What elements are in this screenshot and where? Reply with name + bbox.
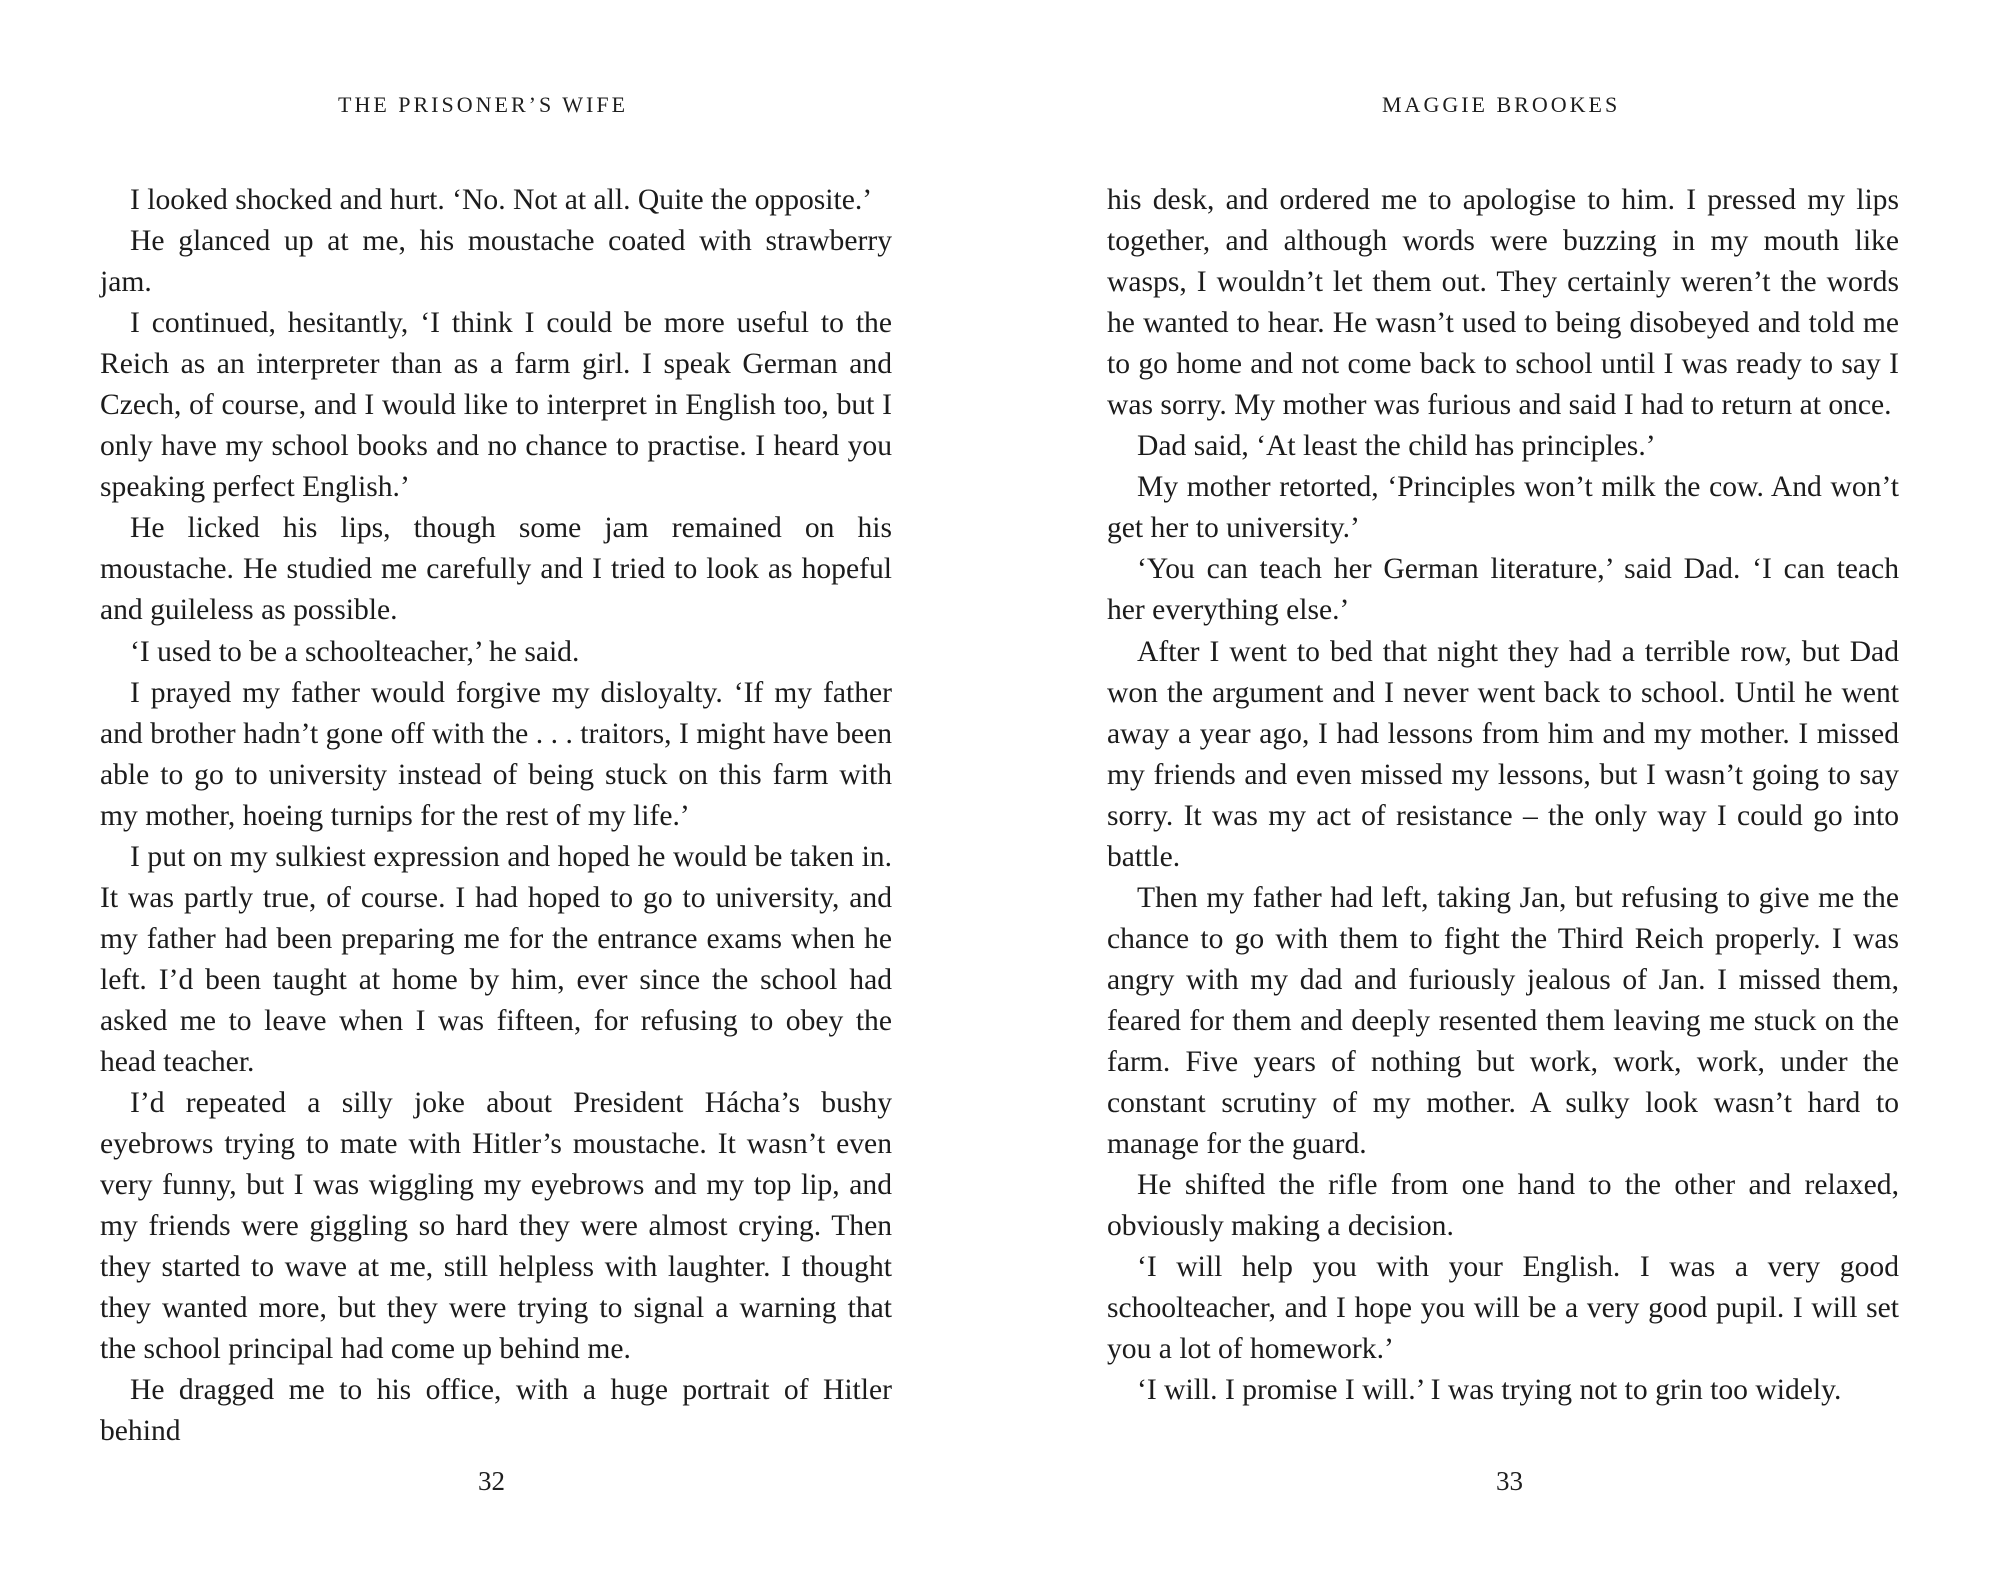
paragraph: I prayed my father would forgive my disloyalty. ‘If my father and brother hadn’t gone off with the . . . traitors, I might have been able to go to university instead of being stuck on this farm with my mother, hoeing turnips for the rest of my life.’ (100, 676, 892, 832)
paragraph: He shifted the rifle from one hand to the other and relaxed, obviously making a decision. (1107, 1169, 1899, 1243)
paragraph: He dragged me to his office, with a huge portrait of Hitler behind (100, 1374, 892, 1448)
paragraph: I’d repeated a silly joke about President Hácha’s bushy eyebrows trying to mate with Hitler’s moustache. It wasn’t even very funny, but I was wiggling my eyebrows and my top lip, and my friends were giggling so hard they were almost crying. Then they started to wave at me, still helpless with laughter. I thought they wanted more, but they were trying to signal a warning that the school principal had come up behind me. (100, 1087, 892, 1366)
paragraph: I looked shocked and hurt. ‘No. Not at all. Quite the opposite.’ (130, 184, 873, 216)
running-head-author: MAGGIE BROOKES (1382, 92, 1621, 117)
paragraph: My mother retorted, ‘Principles won’t milk the cow. And won’t get her to university.’ (1107, 471, 1899, 545)
paragraph: I continued, hesitantly, ‘I think I could be more useful to the Reich as an interpreter than as a farm girl. I speak German and Czech, of course, and I would like to interpret in English too, but I only have my school books and no chance to practise. I heard you speaking perfect English.’ (100, 307, 892, 504)
paragraph: ‘I used to be a schoolteacher,’ he said. (130, 635, 580, 668)
right-page (1000, 0, 2000, 1594)
body-text (1107, 180, 1899, 1411)
paragraph: After I went to bed that night they had a terrible row, but Dad won the argument and I never went back to school. Until he went away a year ago, I had lessons from him and my mother. I missed my friends and even missed my lessons, but I wasn’t going to say sorry. It was my act of resistance – the only way I could go into battle. (1107, 635, 1899, 873)
running-head-book-title: THE PRISONER’S WIFE (338, 92, 629, 117)
paragraph: ‘You can teach her German literature,’ said Dad. ‘I can teach her everything else.’ (1107, 553, 1899, 627)
page-number: 33 (1496, 1466, 1523, 1496)
page-number: 32 (478, 1466, 505, 1496)
paragraph: his desk, and ordered me to apologise to him. I pressed my lips together, and although words were buzzing in my mouth like wasps, I wouldn’t let them out. They certainly weren’t the words he wanted to hear. He wasn’t used to being disobeyed and told me to go home and not come back to school until I was ready to say I was sorry. My mother was furious and said I had to return at once. (1107, 184, 1899, 422)
paragraph: ‘I will help you with your English. I was a very good schoolteacher, and I hope you will be a very good pupil. I will set you a lot of homework.’ (1107, 1251, 1899, 1366)
paragraph: Then my father had left, taking Jan, but refusing to give me the chance to go with them to fight the Third Reich properly. I was angry with my dad and furiously jealous of Jan. I missed them, feared for them and deeply resented them leaving me stuck on the farm. Five years of nothing but work, work, work, under the constant scrutiny of my mother. A sulky look wasn’t hard to manage for the guard. (1107, 881, 1899, 1161)
paragraph: He glanced up at me, his moustache coated with strawberry jam. (100, 225, 892, 299)
body-text (100, 180, 892, 1452)
paragraph: ‘I will. I promise I will.’ I was trying not to grin too widely. (1137, 1374, 1842, 1407)
paragraph: Dad said, ‘At least the child has principles.’ (1137, 430, 1656, 463)
paragraph: I put on my sulkiest expression and hoped he would be taken in. It was partly true, of course. I had hoped to go to university, and my father had been preparing me for the entrance exams when he left. I’d been taught at home by him, ever since the school had asked me to leave when I was fifteen, for refusing to obey the head teacher. (100, 840, 892, 1078)
paragraph: He licked his lips, though some jam remained on his moustache. He studied me carefully and I tried to look as hopeful and guileless as possible. (100, 512, 892, 627)
